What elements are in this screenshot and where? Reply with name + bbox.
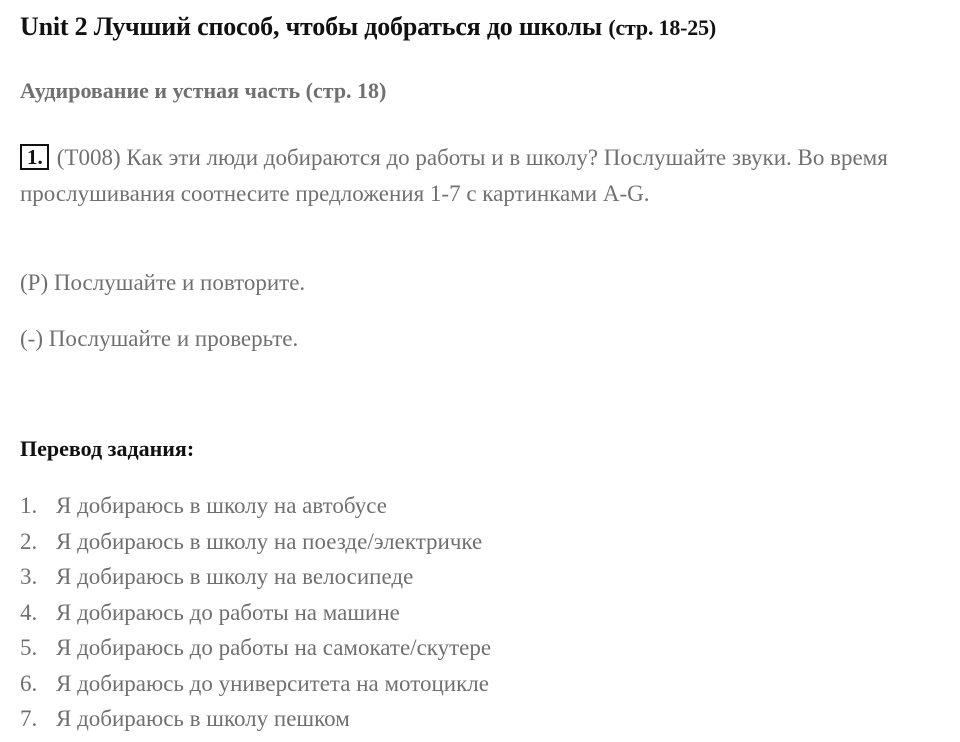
- list-item: [20, 701, 491, 737]
- list-item: [20, 630, 491, 666]
- task-number-box: 1.: [20, 144, 49, 170]
- title-main: Unit 2 Лучший способ, чтобы добраться до школы: [20, 12, 603, 41]
- list-item-number: 2.: [20, 528, 38, 554]
- list-item-number: 3.: [20, 564, 38, 589]
- list-item-number: 6.: [20, 670, 38, 696]
- list-item-number: 5.: [20, 635, 38, 660]
- page-title: [20, 12, 716, 42]
- list-item-text: Я добираюсь в школу на поезде/электричке: [56, 528, 483, 554]
- list-item-text: Я добираюсь в школу на автобусе: [56, 493, 387, 518]
- list-item-number: 4.: [20, 599, 38, 625]
- list-item-number: 1.: [20, 493, 38, 518]
- list-item-text: Я добираюсь до работы на машине: [56, 599, 400, 625]
- list-item-text: Я добираюсь в школу на велосипеде: [56, 564, 414, 589]
- listen-repeat-instruction: (P) Послушайте и повторите.: [20, 270, 306, 295]
- task-instructions: [20, 140, 920, 212]
- section-heading: Аудирование и устная часть (стр. 18): [20, 78, 387, 103]
- title-page-range: (стр. 18-25): [608, 15, 716, 40]
- list-item: [20, 666, 491, 702]
- list-item-text: Я добираюсь до работы на самокате/скутере: [56, 635, 492, 660]
- list-item-text: Я добираюсь до университета на мотоцикле: [56, 670, 489, 696]
- translation-heading: Перевод задания:: [20, 436, 195, 461]
- list-item: [20, 524, 491, 560]
- task-text: (T008) Как эти люди добираются до работы и в школу? Послушайте звуки. Во время прослушивания соотнесите предложения 1-7 с картинками A-G.: [20, 145, 888, 206]
- list-item: [20, 559, 491, 595]
- translation-list: [20, 488, 491, 737]
- listen-check-instruction: (-) Послушайте и проверьте.: [20, 326, 299, 351]
- list-item-text: Я добираюсь в школу пешком: [56, 706, 350, 731]
- list-item: [20, 488, 491, 524]
- list-item: [20, 595, 491, 631]
- list-item-number: 7.: [20, 706, 38, 731]
